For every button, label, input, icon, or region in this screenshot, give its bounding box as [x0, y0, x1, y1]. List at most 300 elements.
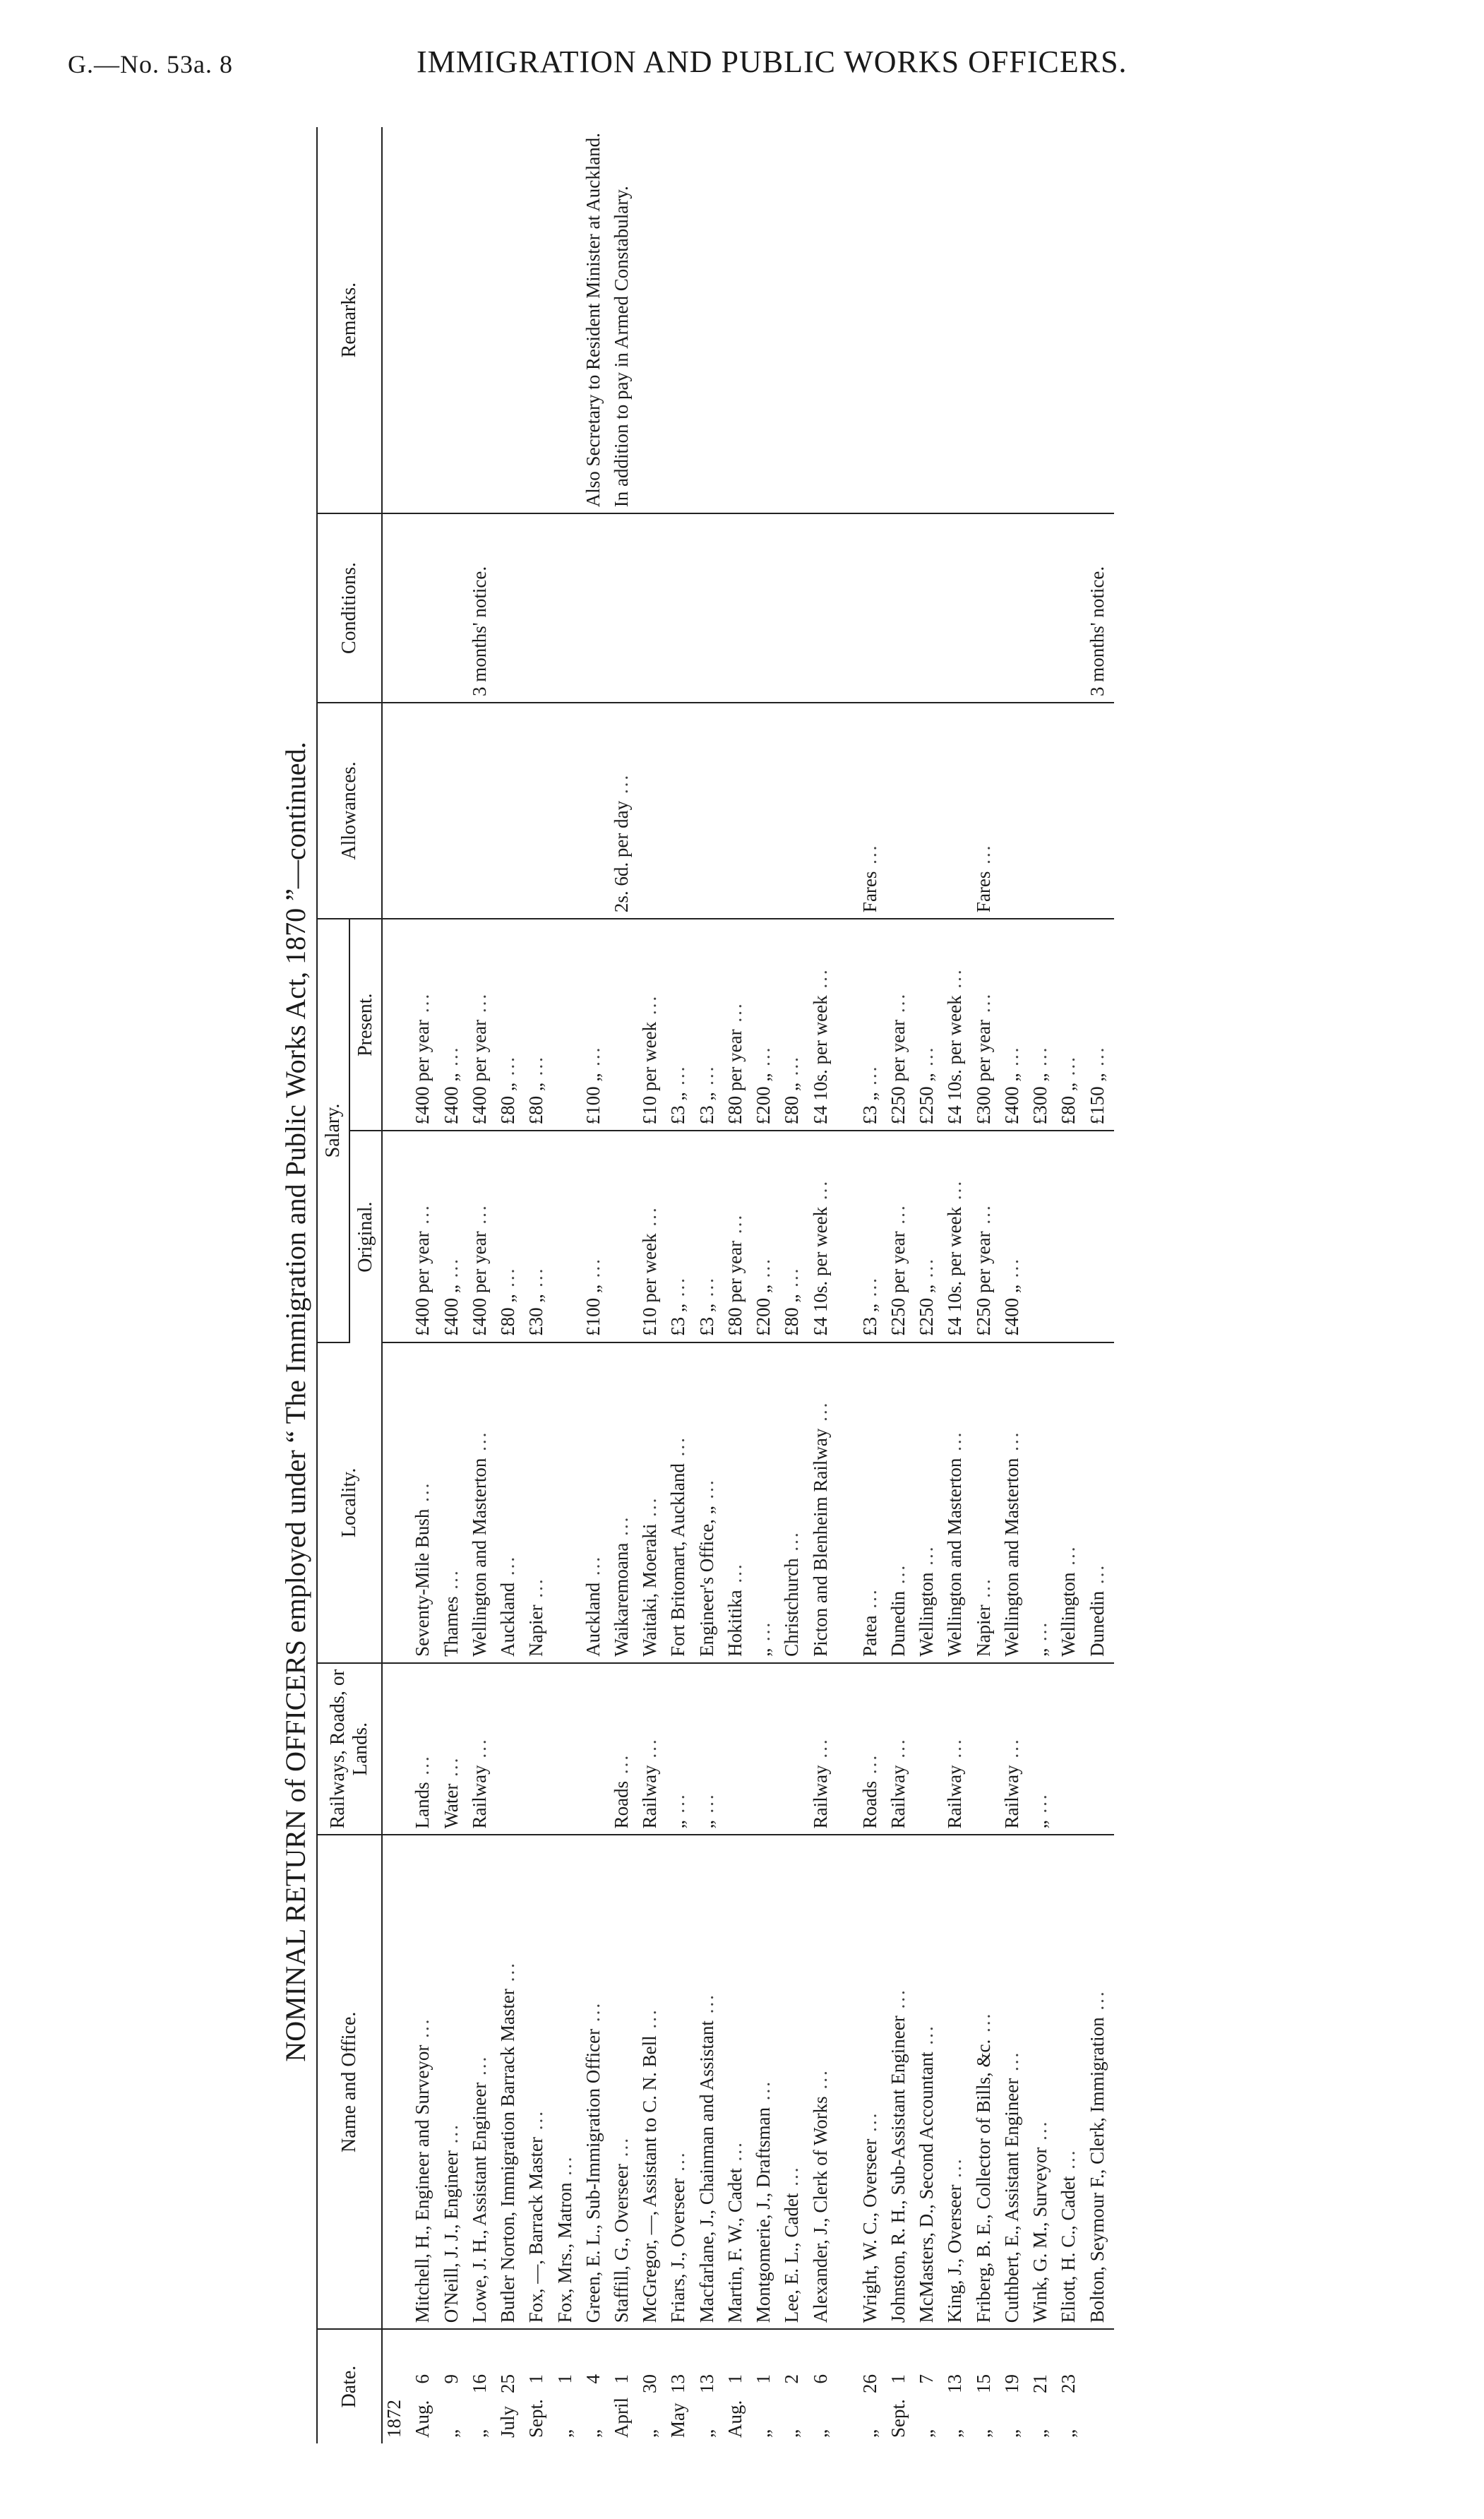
name-cell [666, 1835, 695, 2329]
name-cell [943, 1835, 971, 2329]
date-cell [525, 2329, 553, 2443]
conditions-cell [858, 513, 887, 703]
present-salary-cell [666, 919, 695, 1131]
allowances-cell [887, 703, 915, 919]
present-salary-cell-text: £100 „ ... [582, 1046, 604, 1125]
locality-cell-text: Auckland ... [582, 1555, 604, 1657]
present-salary-cell [553, 919, 582, 1131]
rail-cell-text: „ ... [667, 1792, 688, 1828]
original-salary-cell [695, 1131, 724, 1342]
locality-cell [752, 1342, 780, 1663]
rail-cell [887, 1663, 915, 1835]
present-salary-cell-text: £250 „ ... [916, 1046, 937, 1125]
table-row [1029, 127, 1057, 2443]
conditions-cell [468, 513, 496, 703]
present-salary-cell [887, 919, 915, 1131]
date-cell [1000, 2329, 1029, 2443]
name-cell-text: McGregor, —, Assistant to C. N. Bell ... [639, 2008, 660, 2323]
present-salary-cell [809, 919, 837, 1131]
name-cell-text: Lee, E. L., Cadet ... [781, 2166, 802, 2323]
name-cell-text: Fox, —, Barrack Master ... [525, 2109, 546, 2323]
locality-cell-text: Wellington ... [916, 1545, 937, 1657]
conditions-cell [582, 513, 610, 703]
allowances-cell [858, 703, 887, 919]
date-day: 7 [916, 2374, 938, 2384]
remarks-cell [695, 127, 724, 513]
col-name-header: Name and Office. [317, 1835, 382, 2329]
date-cell [666, 2329, 695, 2443]
present-salary-cell-text: £250 per year ... [887, 992, 909, 1124]
date-month: Sept. [525, 2399, 547, 2438]
name-cell [1086, 1835, 1115, 2329]
locality-cell [440, 1342, 468, 1663]
original-salary-cell [582, 1131, 610, 1342]
date-day: 13 [667, 2374, 689, 2393]
date-day: 13 [944, 2374, 966, 2393]
present-salary-cell [724, 919, 752, 1131]
officers-table-rotated [316, 127, 1114, 2443]
date-month: Aug. [724, 2400, 746, 2438]
date-month: „ [972, 2429, 994, 2438]
allowances-cell [496, 703, 525, 919]
present-salary-cell [915, 919, 943, 1131]
allowances-cell [411, 703, 439, 919]
allowances-cell [752, 703, 780, 919]
name-cell [809, 1835, 837, 2329]
officers-table [316, 127, 1114, 2443]
remarks-cell [553, 127, 582, 513]
remarks-cell [411, 127, 439, 513]
rail-cell [972, 1663, 1000, 1835]
conditions-cell [496, 513, 525, 703]
original-salary-cell-text: £250 per year ... [973, 1203, 994, 1335]
original-salary-cell-text: £10 per week ... [639, 1205, 660, 1335]
original-salary-cell-text: £3 „ ... [667, 1276, 688, 1336]
present-salary-cell [695, 919, 724, 1131]
rail-cell-text: Railway ... [944, 1737, 965, 1828]
allowances-cell [972, 703, 1000, 919]
rail-cell [610, 1663, 638, 1835]
name-cell [610, 1835, 638, 2329]
conditions-cell [887, 513, 915, 703]
original-salary-cell-text: £3 „ ... [859, 1276, 880, 1336]
name-cell-text: McMasters, D., Second Accountant ... [916, 2024, 937, 2323]
date-month: „ [858, 2429, 880, 2438]
name-cell-text: Friberg, B. E., Collector of Bills, &c. ... [973, 2012, 994, 2323]
present-salary-cell [943, 919, 971, 1131]
present-salary-cell-text: £3 „ ... [696, 1065, 717, 1125]
date-month: Sept. [887, 2399, 909, 2438]
date-month: May [667, 2402, 689, 2438]
date-month: „ [553, 2429, 575, 2438]
locality-cell [780, 1342, 808, 1663]
allowances-cell [943, 703, 971, 919]
original-salary-cell [972, 1131, 1000, 1342]
table-row [468, 127, 496, 2443]
rail-cell [468, 1663, 496, 1835]
original-salary-cell-text: £200 „ ... [753, 1257, 774, 1336]
allowances-cell [525, 703, 553, 919]
date-cell [724, 2329, 752, 2443]
locality-cell [496, 1342, 525, 1663]
rail-cell [553, 1663, 582, 1835]
locality-cell [887, 1342, 915, 1663]
rail-cell-text: Lands ... [412, 1754, 433, 1828]
date-cell [411, 2329, 439, 2443]
name-cell [582, 1835, 610, 2329]
table-row [915, 127, 943, 2443]
allowances-cell-text: 2s. 6d. per day ... [611, 773, 632, 912]
locality-cell [972, 1342, 1000, 1663]
present-salary-cell [1057, 919, 1085, 1131]
rail-cell [780, 1663, 808, 1835]
remarks-cell [468, 127, 496, 513]
date-cell [858, 2329, 887, 2443]
date-day: 21 [1029, 2374, 1051, 2393]
date-day: 16 [468, 2374, 490, 2393]
conditions-cell-text: 3 months' notice. [1086, 566, 1108, 696]
locality-cell [858, 1342, 887, 1663]
rail-cell [809, 1663, 837, 1835]
date-cell [887, 2329, 915, 2443]
original-salary-cell [943, 1131, 971, 1342]
present-salary-cell [582, 919, 610, 1131]
locality-cell-text: Wellington ... [1058, 1545, 1079, 1657]
date-cell [582, 2329, 610, 2443]
original-salary-cell-text: £80 per year ... [724, 1213, 746, 1336]
locality-cell-text: Christchurch ... [781, 1530, 802, 1656]
date-cell [752, 2329, 780, 2443]
date-cell [610, 2329, 638, 2443]
present-salary-cell [752, 919, 780, 1131]
name-cell-text: Fox, Mrs., Matron ... [554, 2155, 575, 2323]
date-day: 1 [724, 2374, 746, 2384]
date-month: April [611, 2398, 632, 2438]
date-day: 25 [497, 2374, 519, 2393]
name-cell [1029, 1835, 1057, 2329]
locality-cell-text: Patea ... [859, 1588, 880, 1656]
present-salary-cell-text: £200 „ ... [753, 1046, 774, 1125]
name-cell-text: Bolton, Seymour F., Clerk, Immigration ... [1087, 1989, 1108, 2323]
date-day: 1 [525, 2374, 547, 2384]
present-salary-cell-text: £400 „ ... [1001, 1046, 1022, 1125]
allowances-cell [610, 703, 638, 919]
original-salary-cell-text: £100 „ ... [582, 1257, 604, 1336]
name-cell [1000, 1835, 1029, 2329]
original-salary-cell-text: £400 per year ... [412, 1203, 433, 1335]
remarks-cell [972, 127, 1000, 513]
date-month: July [497, 2405, 519, 2438]
name-cell [468, 1835, 496, 2329]
conditions-cell [1029, 513, 1057, 703]
name-cell [525, 1835, 553, 2329]
table-row [887, 127, 915, 2443]
locality-cell [582, 1342, 610, 1663]
year-cell: 1872 [383, 2400, 405, 2438]
table-row [1086, 127, 1115, 2443]
date-cell [915, 2329, 943, 2443]
original-salary-cell [887, 1131, 915, 1342]
name-cell [496, 1835, 525, 2329]
table-row [695, 127, 724, 2443]
rail-cell [638, 1663, 666, 1835]
remarks-cell [1000, 127, 1029, 513]
table-row [858, 127, 887, 2443]
locality-cell-text: Seventy-Mile Bush ... [412, 1482, 433, 1657]
rail-cell-text: Roads ... [611, 1753, 632, 1829]
conditions-cell [411, 513, 439, 703]
table-title: NOMINAL RETURN of OFFICERS employed under “ The Immigration and Public Works Act, 1870 ”—continued. [280, 742, 311, 2062]
original-salary-cell-text: £400 per year ... [469, 1203, 490, 1335]
date-cell [695, 2329, 724, 2443]
locality-cell [553, 1342, 582, 1663]
rail-cell-text: „ ... [1029, 1792, 1051, 1828]
present-salary-cell [1000, 919, 1029, 1131]
locality-cell [943, 1342, 971, 1663]
table-body [382, 127, 1114, 2443]
original-salary-cell [809, 1131, 837, 1342]
rail-cell-text: Water ... [441, 1756, 462, 1829]
present-salary-cell [610, 919, 638, 1131]
conditions-cell [666, 513, 695, 703]
remarks-cell [943, 127, 971, 513]
allowances-cell [440, 703, 468, 919]
allowances-cell [638, 703, 666, 919]
remarks-cell-text: In addition to pay in Armed Constabulary. [611, 186, 632, 508]
present-salary-cell-text: £400 per year ... [412, 992, 433, 1124]
locality-cell-text: Wellington and Masterton ... [1001, 1431, 1022, 1657]
col-original-header: Original. [349, 1131, 382, 1342]
locality-cell [610, 1342, 638, 1663]
locality-cell [809, 1342, 837, 1663]
date-day: 1 [553, 2374, 575, 2384]
locality-cell [411, 1342, 439, 1663]
name-cell [915, 1835, 943, 2329]
locality-cell-text: „ ... [1029, 1621, 1051, 1657]
present-salary-cell [972, 919, 1000, 1131]
rail-cell [752, 1663, 780, 1835]
table-row [1000, 127, 1029, 2443]
rail-cell [440, 1663, 468, 1835]
date-month: Aug. [412, 2400, 433, 2438]
original-salary-cell [780, 1131, 808, 1342]
date-day: 30 [639, 2374, 661, 2393]
table-row [440, 127, 468, 2443]
rail-cell-text: Railway ... [887, 1737, 909, 1828]
original-salary-cell [1029, 1131, 1057, 1342]
rail-cell [411, 1663, 439, 1835]
present-salary-cell-text: £300 per year ... [973, 992, 994, 1124]
original-salary-cell [1086, 1131, 1115, 1342]
date-cell [496, 2329, 525, 2443]
locality-cell-text: Hokitika ... [724, 1562, 746, 1657]
date-cell [1029, 2329, 1057, 2443]
date-month: „ [753, 2429, 774, 2438]
present-salary-cell [496, 919, 525, 1131]
name-cell [972, 1835, 1000, 2329]
locality-cell [468, 1342, 496, 1663]
conditions-cell [610, 513, 638, 703]
remarks-cell-text: Also Secretary to Resident Minister at Auckland. [582, 133, 604, 508]
present-salary-cell-text: £80 per year ... [724, 1001, 746, 1124]
date-day: 6 [809, 2374, 831, 2384]
table-row [553, 127, 582, 2443]
rail-cell-text: Roads ... [859, 1753, 880, 1829]
date-month: „ [1000, 2429, 1022, 2438]
table-row [943, 127, 971, 2443]
locality-cell-text: Napier ... [525, 1577, 546, 1656]
rail-cell [496, 1663, 525, 1835]
date-month: „ [781, 2429, 803, 2438]
locality-cell [1000, 1342, 1029, 1663]
original-salary-cell-text: £400 „ ... [1001, 1257, 1022, 1336]
present-salary-cell-text: £400 per year ... [469, 992, 490, 1124]
table-row [752, 127, 780, 2443]
rail-cell [1000, 1663, 1029, 1835]
conditions-cell [724, 513, 752, 703]
name-cell-text: Green, E. L., Sub-Immigration Officer ... [582, 2001, 604, 2323]
conditions-cell [440, 513, 468, 703]
conditions-cell [638, 513, 666, 703]
date-cell [780, 2329, 808, 2443]
conditions-cell [972, 513, 1000, 703]
rail-cell [525, 1663, 553, 1835]
remarks-cell [440, 127, 468, 513]
date-cell [972, 2329, 1000, 2443]
allowances-cell-text: Fares ... [859, 844, 880, 912]
allowances-cell [1057, 703, 1085, 919]
allowances-cell-text: Fares ... [973, 844, 994, 912]
col-date-header: Date. [317, 2329, 382, 2443]
conditions-cell [553, 513, 582, 703]
date-month: „ [1029, 2429, 1051, 2438]
remarks-cell [915, 127, 943, 513]
original-salary-cell-text: £80 „ ... [781, 1267, 802, 1336]
rail-cell-text: „ ... [696, 1792, 717, 1828]
date-month: „ [1058, 2429, 1079, 2438]
date-cell [1086, 2329, 1115, 2443]
date-cell [1057, 2329, 1085, 2443]
rail-cell [915, 1663, 943, 1835]
conditions-cell [943, 513, 971, 703]
locality-cell-text: Fort Britomart, Auckland ... [667, 1436, 688, 1657]
original-salary-cell [1057, 1131, 1085, 1342]
date-month: „ [440, 2429, 462, 2438]
rail-cell [1057, 1663, 1085, 1835]
name-cell [1057, 1835, 1085, 2329]
locality-cell [1029, 1342, 1057, 1663]
date-day: 15 [972, 2374, 994, 2393]
conditions-cell [780, 513, 808, 703]
locality-cell-text: Picton and Blenheim Railway ... [810, 1401, 831, 1657]
locality-cell [724, 1342, 752, 1663]
locality-cell-text: „ ... [753, 1621, 774, 1657]
locality-cell-text: Napier ... [973, 1577, 994, 1656]
locality-cell-text: Wellington and Masterton ... [944, 1431, 965, 1657]
original-salary-cell [638, 1131, 666, 1342]
rail-cell-text: Railway ... [1001, 1737, 1022, 1828]
present-salary-cell-text: £300 „ ... [1029, 1046, 1051, 1125]
date-month: „ [695, 2429, 717, 2438]
locality-cell [638, 1342, 666, 1663]
name-cell-text: Cuthbert, E., Assistant Engineer ... [1001, 2051, 1022, 2323]
remarks-cell [752, 127, 780, 513]
locality-cell-text: Engineer's Office, „ ... [696, 1478, 717, 1657]
rail-cell-text: Railway ... [639, 1737, 660, 1828]
name-cell [411, 1835, 439, 2329]
present-salary-cell-text: £80 „ ... [497, 1055, 518, 1124]
original-salary-cell-text: £250 „ ... [916, 1257, 937, 1336]
original-salary-cell-text: £30 „ ... [525, 1267, 546, 1336]
col-allowances-header: Allowances. [317, 703, 382, 919]
conditions-cell [525, 513, 553, 703]
name-cell-text: Macfarlane, J., Chainman and Assistant ... [696, 1993, 717, 2323]
present-salary-cell [525, 919, 553, 1131]
original-salary-cell [411, 1131, 439, 1342]
conditions-cell [809, 513, 837, 703]
present-salary-cell-text: £80 „ ... [525, 1055, 546, 1124]
date-month: „ [944, 2429, 966, 2438]
name-cell [638, 1835, 666, 2329]
date-month: „ [582, 2429, 604, 2438]
running-title: IMMIGRATION AND PUBLIC WORKS OFFICERS. [417, 44, 1127, 79]
table-row [972, 127, 1000, 2443]
present-salary-cell-text: £10 per week ... [639, 994, 660, 1124]
table-row [1057, 127, 1085, 2443]
table-row [638, 127, 666, 2443]
rail-cell [1086, 1663, 1115, 1835]
locality-cell-text: Waitaki, Moeraki ... [639, 1496, 660, 1657]
rail-cell [858, 1663, 887, 1835]
remarks-cell [887, 127, 915, 513]
locality-cell [915, 1342, 943, 1663]
name-cell-text: Butler Norton, Immigration Barrack Master ... [497, 1961, 518, 2323]
locality-cell-text: Dunedin ... [1087, 1564, 1108, 1657]
present-salary-cell [411, 919, 439, 1131]
conditions-cell [695, 513, 724, 703]
allowances-cell [724, 703, 752, 919]
table-row [496, 127, 525, 2443]
date-cell [440, 2329, 468, 2443]
rail-cell [695, 1663, 724, 1835]
date-month: „ [809, 2429, 831, 2438]
remarks-cell [724, 127, 752, 513]
date-cell [943, 2329, 971, 2443]
allowances-cell [1086, 703, 1115, 919]
present-salary-cell [1029, 919, 1057, 1131]
col-remarks-header: Remarks. [317, 127, 382, 513]
remarks-cell [1057, 127, 1085, 513]
allowances-cell [1029, 703, 1057, 919]
locality-cell [1057, 1342, 1085, 1663]
name-cell-text: Alexander, J., Clerk of Works ... [810, 2068, 831, 2323]
original-salary-cell [724, 1131, 752, 1342]
locality-cell [666, 1342, 695, 1663]
name-cell [724, 1835, 752, 2329]
rail-cell [724, 1663, 752, 1835]
original-salary-cell-text: £4 10s. per week ... [944, 1179, 965, 1336]
locality-cell-text: Waikaremoana ... [611, 1515, 632, 1657]
locality-cell [695, 1342, 724, 1663]
date-day: 4 [582, 2374, 604, 2384]
name-cell [553, 1835, 582, 2329]
locality-cell-text: Thames ... [441, 1568, 462, 1656]
original-salary-cell-text: £400 „ ... [441, 1257, 462, 1336]
locality-cell [525, 1342, 553, 1663]
present-salary-cell [638, 919, 666, 1131]
date-day: 19 [1000, 2374, 1022, 2393]
name-cell [887, 1835, 915, 2329]
